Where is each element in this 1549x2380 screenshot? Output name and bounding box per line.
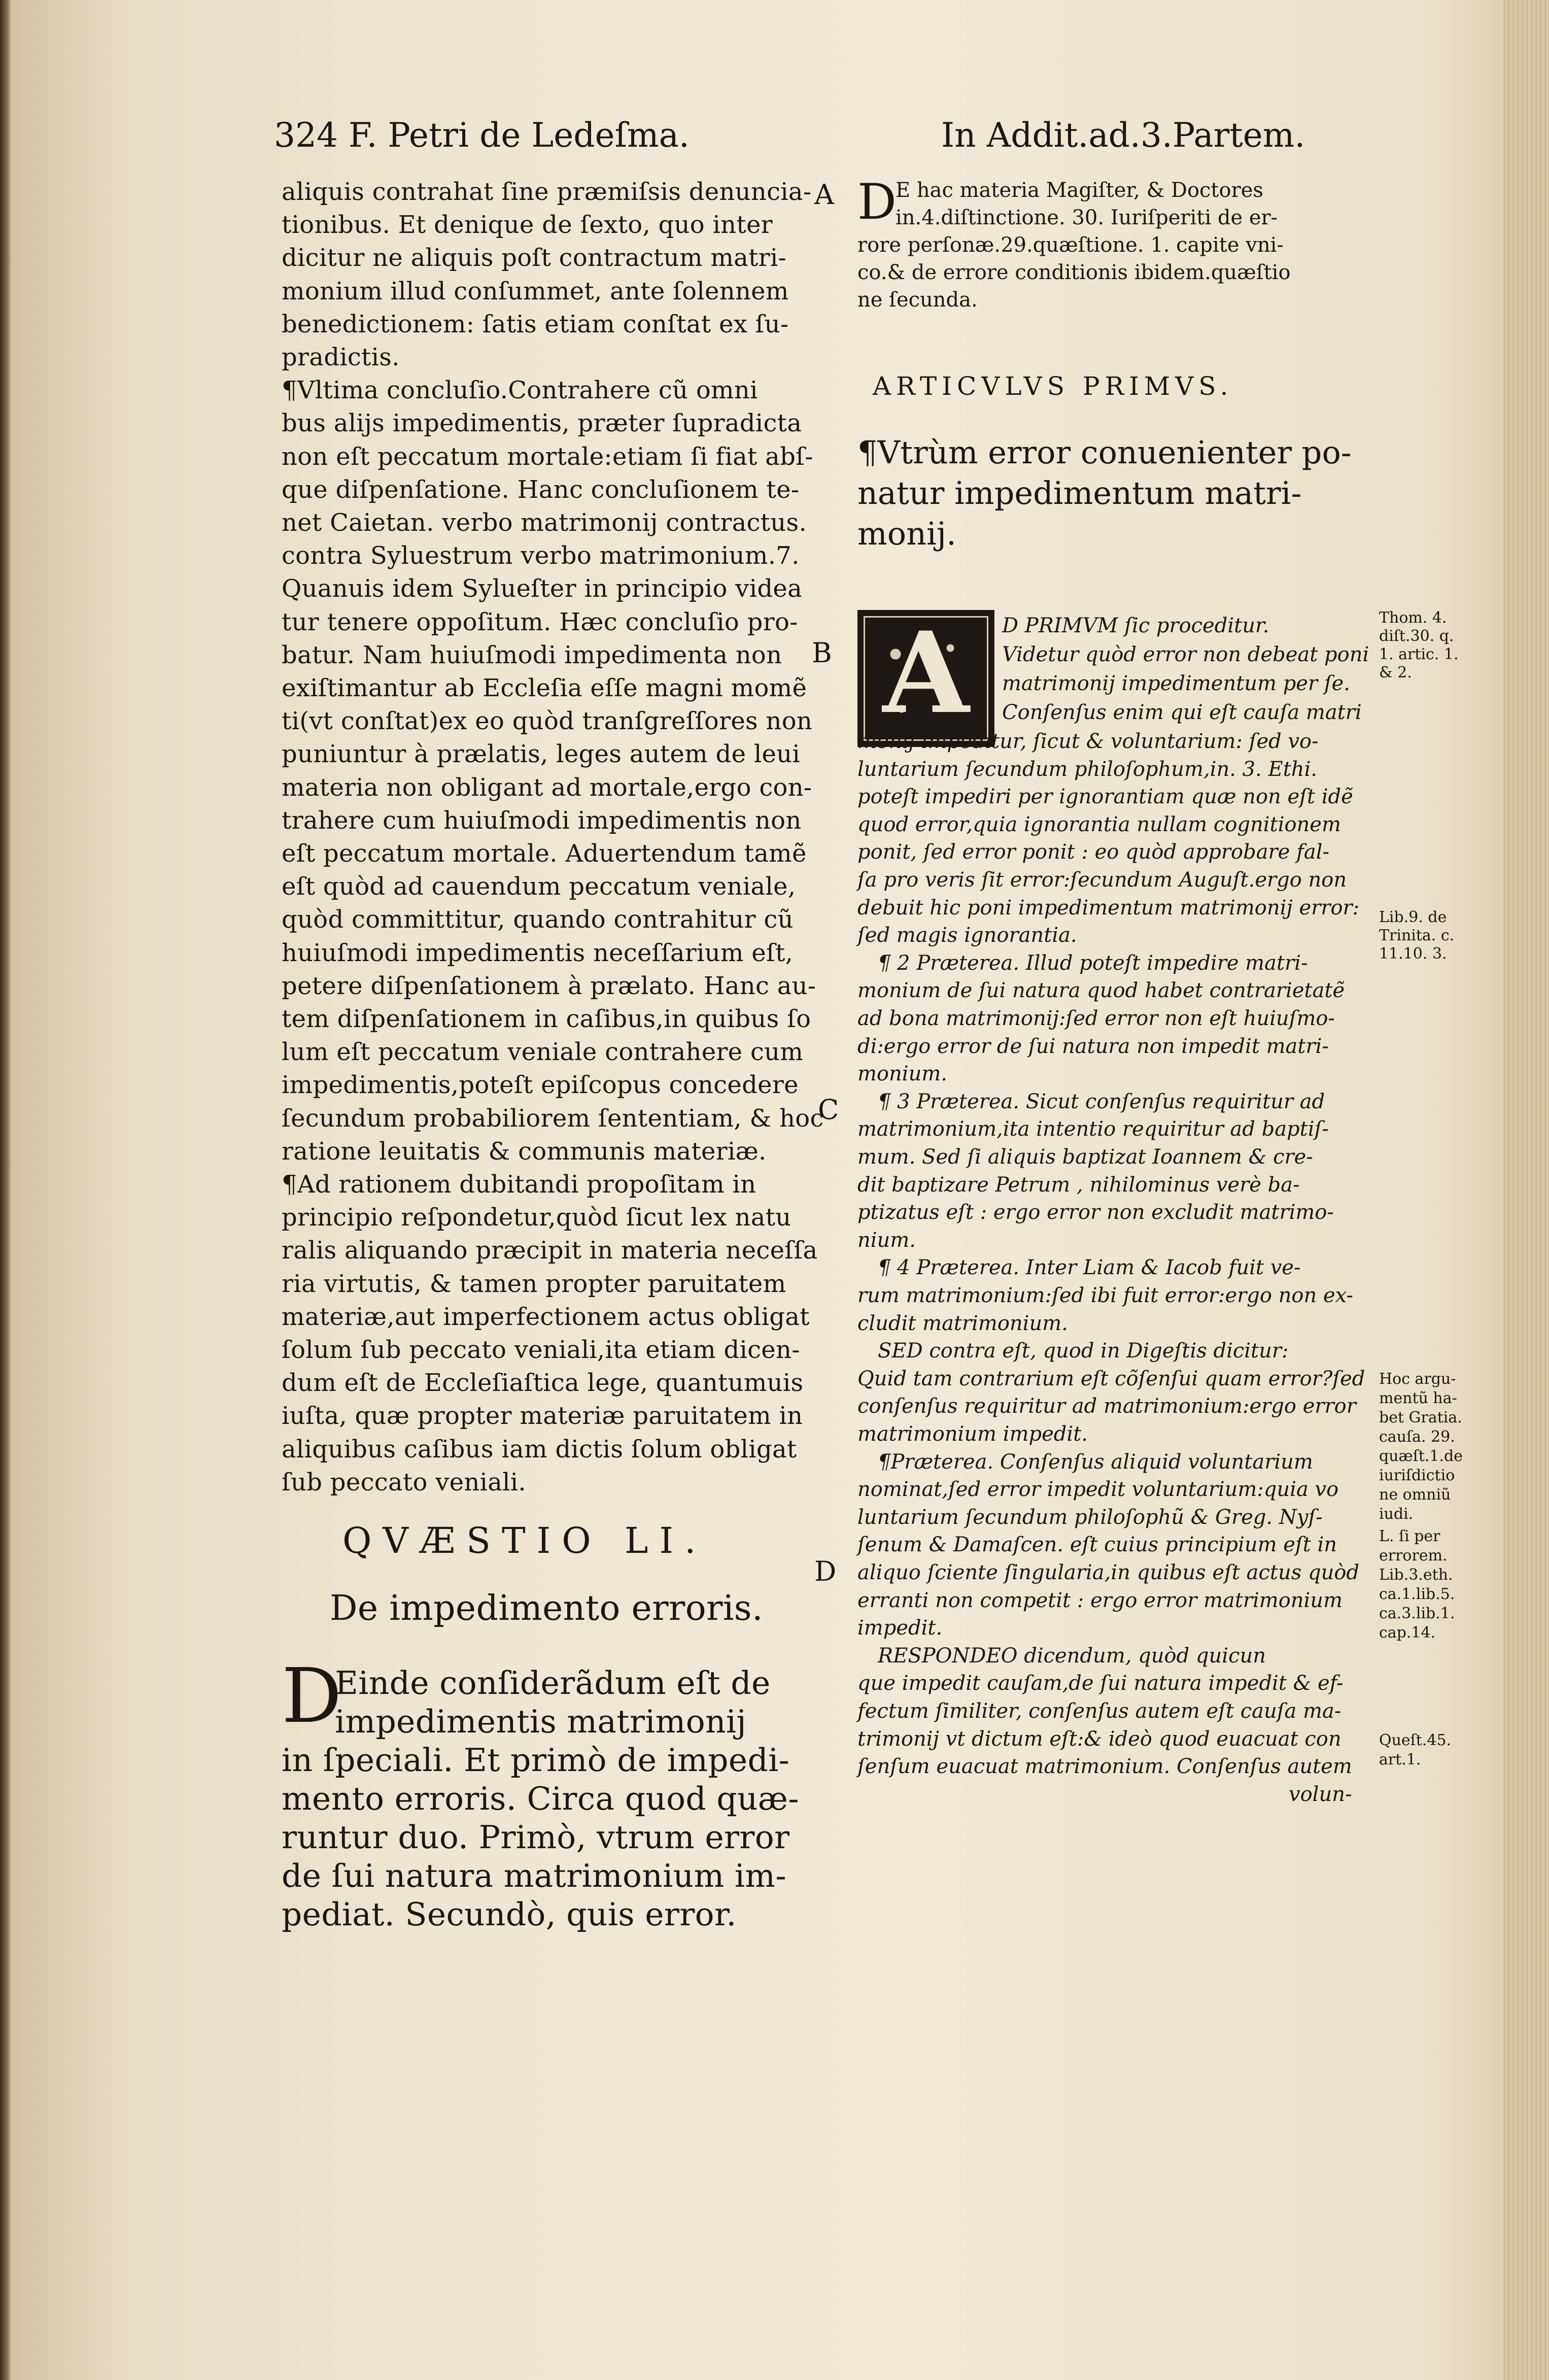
drop-cap: D xyxy=(857,174,897,230)
margin-note: mentũ ha- xyxy=(1379,1389,1457,1407)
margin-note: ca.1.lib.5. xyxy=(1379,1585,1455,1603)
initial-letter: A xyxy=(882,607,970,738)
drop-cap: D xyxy=(282,1652,342,1740)
margin-note: errorem. xyxy=(1379,1547,1448,1565)
body-line: que diſpenſatione. Hanc concluſionem te- xyxy=(282,475,800,504)
intro-line: in.4.diſtinctione. 30. Iuriſperiti de er- xyxy=(896,206,1278,229)
margin-note: art.1. xyxy=(1379,1751,1421,1769)
body-line: que impedit cauſam,de ſui natura impedit & ef- xyxy=(857,1672,1344,1695)
body-line: matrimonium,ita intentio requiritur ad baptiſ- xyxy=(857,1117,1329,1141)
initial-line: matrimonij impedimentum per ſe. xyxy=(1002,672,1350,695)
body-line: ¶ 3 Præterea. Sicut conſenſus requiritur ad xyxy=(878,1090,1325,1113)
body-line: Quid tam contrarium eſt cõſenſui quam error?ſed xyxy=(857,1367,1365,1390)
body-line: quod error,quia ignorantia nullam cognitionem xyxy=(857,813,1341,836)
body-line: ¶Ad rationem dubitandi propoſitam in xyxy=(282,1170,756,1199)
body-line: ptizatus eſt : ergo error non excludit matrimo- xyxy=(857,1201,1334,1224)
body-line: net Caietan. verbo matrimonij contractus. xyxy=(282,508,807,537)
intro-line: runtur duo. Primò, vtrum error xyxy=(282,1819,790,1856)
margin-note: Hoc argu- xyxy=(1379,1370,1456,1388)
body-line: poteſt impediri per ignorantiam quæ non eſt idẽ xyxy=(857,785,1353,808)
section-marker-d: D xyxy=(814,1555,837,1587)
margin-note: & 2. xyxy=(1379,664,1412,682)
running-head-left: 324 F. Petri de Ledeſma. xyxy=(274,116,690,155)
body-line: RESPONDEO dicendum, quòd quicun xyxy=(878,1644,1266,1668)
body-line: dit baptizare Petrum , nihilominus verè ba- xyxy=(857,1173,1300,1197)
body-line: monium illud conſummet, ante ſolennem xyxy=(282,277,789,305)
body-line: aliquo ſciente ſingularia,in quibus eſt actus quòd xyxy=(857,1561,1360,1584)
body-line: quòd committitur, quando contrahitur cũ xyxy=(282,905,794,934)
intro-line: de ſui natura matrimonium im- xyxy=(282,1857,786,1894)
margin-note: ca.3.lib.1. xyxy=(1379,1605,1455,1622)
body-line: debuit hic poni impedimentum matrimonij error: xyxy=(857,896,1360,920)
body-line: ponit, ſed error ponit : eo quòd approbare fal- xyxy=(857,840,1330,864)
body-line: batur. Nam huiuſmodi impedimenta non xyxy=(282,641,782,669)
margin-note: iuriſdictio xyxy=(1379,1467,1455,1484)
body-line: ſenſum euacuat matrimonium. Conſenſus autem xyxy=(857,1755,1352,1778)
margin-note: Queſt.45. xyxy=(1379,1731,1452,1749)
illuminated-initial xyxy=(857,607,994,747)
body-line: fectum ſimiliter, conſenſus autem eſt cauſa ma- xyxy=(857,1699,1341,1723)
body-line: materiæ,aut imperfectionem actus obligat xyxy=(282,1303,810,1331)
body-line: puniuntur à prælatis, leges autem de leui xyxy=(282,740,801,768)
body-line: lum eſt peccatum veniale contrahere cum xyxy=(282,1038,804,1066)
body-line: monium. xyxy=(857,1062,947,1085)
margin-note: Lib.9. de xyxy=(1379,908,1447,926)
body-line: cludit matrimonium. xyxy=(857,1312,1068,1335)
margin-note: Lib.3.eth. xyxy=(1379,1566,1453,1584)
margin-notes xyxy=(1379,609,1465,1979)
section-marker-a: A xyxy=(814,179,834,211)
body-line: dicitur ne aliquis poſt contractum matri- xyxy=(282,244,787,272)
intro-line: co.& de errore conditionis ibidem.quæſtio xyxy=(857,261,1291,284)
body-line: iuſta, quæ propter materiæ paruitatem in xyxy=(282,1402,803,1430)
body-line: eſt quòd ad cauendum peccatum veniale, xyxy=(282,872,796,901)
intro-line: ne ſecunda. xyxy=(857,288,978,312)
body-line: ¶ 4 Præterea. Inter Liam & Iacob fuit ve- xyxy=(878,1256,1301,1279)
body-line: ſed magis ignorantia. xyxy=(857,924,1077,947)
body-line: impedit. xyxy=(857,1616,943,1640)
body-line: benedictionem: ſatis etiam conſtat ex ſu- xyxy=(282,310,789,338)
margin-note: Trinita. c. xyxy=(1379,927,1455,944)
question-subtitle: De impedimento erroris. xyxy=(330,1588,763,1628)
catchword: volun- xyxy=(1289,1783,1352,1806)
right-column xyxy=(857,173,1375,2253)
body-line: ¶ 2 Præterea. Illud poteſt impedire matri- xyxy=(878,951,1308,975)
body-line: ſa pro veris ſit error:ſecundum Auguſt.ergo non xyxy=(857,868,1347,892)
intro-line: Einde conſiderãdum eſt de xyxy=(335,1664,771,1702)
margin-note: cauſa. 29. xyxy=(1379,1428,1455,1446)
body-line: rum matrimonium:ſed ibi fuit error:ergo non ex- xyxy=(857,1284,1354,1307)
body-line: impedimentis,poteſt epiſcopus concedere xyxy=(282,1071,799,1099)
margin-note: quæſt.1.de xyxy=(1379,1447,1463,1465)
body-line: exiſtimantur ab Eccleſia eſſe magni momẽ xyxy=(282,674,807,702)
body-line: nium. xyxy=(857,1229,916,1252)
section-marker-b: B xyxy=(812,637,832,669)
body-line: trahere cum huiuſmodi impedimentis non xyxy=(282,806,802,835)
margin-note: Thom. 4. xyxy=(1379,609,1447,627)
article-title-line: ¶Vtrùm error conuenienter po- xyxy=(857,434,1352,471)
body-line: tem diſpenſationem in caſibus,in quibus ſo xyxy=(282,1005,811,1033)
intro-line: in ſpeciali. Et primò de impedi- xyxy=(282,1742,790,1779)
body-line: monij impeditur, ſicut & voluntarium: ſed vo- xyxy=(857,730,1319,753)
body-line: materia non obligant ad mortale,ergo con- xyxy=(282,773,812,802)
body-line: non eſt peccatum mortale:etiam ſi fiat abſ- xyxy=(282,443,813,471)
body-line: bus alijs impedimentis, præter ſupradicta xyxy=(282,409,802,437)
intro-line: pediat. Secundò, quis error. xyxy=(282,1896,737,1933)
article-heading: ARTICVLVS PRIMVS. xyxy=(873,371,1233,401)
body-line: mum. Sed ſi aliquis baptizat Ioannem & cre- xyxy=(857,1145,1313,1169)
body-line: ſolum ſub peccato veniali,ita etiam dicen- xyxy=(282,1336,800,1364)
initial-line: Videtur quòd error non debeat poni xyxy=(1002,643,1369,666)
body-line: trimonij vt dictum eſt:& ideò quod euacuat con xyxy=(857,1727,1341,1751)
intro-line: E hac materia Magiſter, & Doctores xyxy=(896,179,1263,202)
margin-note: bet Gratia. xyxy=(1379,1409,1462,1426)
body-line: principio reſpondetur,quòd ſicut lex natu xyxy=(282,1203,791,1232)
book-spine xyxy=(0,0,11,2380)
body-line: erranti non competit : ergo error matrimonium xyxy=(857,1589,1343,1612)
body-line: huiuſmodi impedimentis neceſſarium eſt, xyxy=(282,939,794,967)
article-title-line: monij. xyxy=(857,515,956,552)
section-marker-c: C xyxy=(818,1094,839,1126)
page-edges xyxy=(1503,0,1549,2380)
article-title-line: natur impedimentum matri- xyxy=(857,474,1302,512)
body-line: ¶Vltima concluſio.Contrahere cũ omni xyxy=(282,376,758,404)
body-line: luntarium ſecundum philoſophũ & Greg. Nyſ- xyxy=(857,1506,1323,1529)
body-line: aliquibus caſibus iam dictis ſolum obligat xyxy=(282,1435,797,1464)
body-line: ad bona matrimonij:ſed error non eſt huiuſmo- xyxy=(857,1007,1335,1030)
body-line: ſecundum probabiliorem ſententiam, & hoc xyxy=(282,1104,824,1133)
margin-note: ne omniũ xyxy=(1379,1486,1451,1504)
margin-note: 1. artic. 1. xyxy=(1379,645,1459,663)
body-line: tur tenere oppoſitum. Hæc concluſio pro- xyxy=(282,608,798,636)
body-line: SED contra eſt, quod in Digeſtis dicitur: xyxy=(878,1339,1289,1363)
margin-note: cap.14. xyxy=(1379,1624,1436,1642)
body-line: ſenum & Damaſcen. eſt cuius principium eſt in xyxy=(857,1533,1337,1556)
body-line: aliquis contrahat ſine præmiſsis denuncia- xyxy=(282,178,812,206)
body-line: contra Syluestrum verbo matrimonium.7. xyxy=(282,541,800,570)
margin-note: L. ſi per xyxy=(1379,1527,1440,1545)
body-line: ſub peccato veniali. xyxy=(282,1468,526,1497)
body-line: ria virtutis, & tamen propter paruitatem xyxy=(282,1270,786,1298)
margin-note: 11.10. 3. xyxy=(1379,945,1447,963)
body-line: dum eſt de Eccleſiaſtica lege, quantumuis xyxy=(282,1369,804,1397)
body-line: luntarium ſecundum philoſophum,in. 3. Ethi. xyxy=(857,758,1318,781)
intro-line: mento erroris. Circa quod quæ- xyxy=(282,1780,799,1817)
body-line: tionibus. Et denique de ſexto, quo inter xyxy=(282,211,773,239)
body-line: ¶Præterea. Conſenſus aliquid voluntarium xyxy=(878,1450,1313,1474)
initial-line: Conſenſus enim qui eſt cauſa matri xyxy=(1002,701,1362,724)
margin-note: diſt.30. q. xyxy=(1379,627,1454,645)
body-line: ti(vt conſtat)ex eo quòd tranſgreſſores non xyxy=(282,707,813,735)
body-line: eſt peccatum mortale. Aduertendum tamẽ xyxy=(282,839,807,868)
body-line: matrimonium impedit. xyxy=(857,1422,1088,1446)
body-line: ratione leuitatis & communis materiæ. xyxy=(282,1137,767,1166)
body-line: di:ergo error de ſui natura non impedit matri- xyxy=(857,1035,1329,1058)
body-line: Quanuis idem Sylueſter in principio videa xyxy=(282,574,802,603)
body-line: monium de ſui natura quod habet contrarietatẽ xyxy=(857,979,1345,1002)
body-line: petere diſpenſationem à prælato. Hanc au- xyxy=(282,972,816,1000)
left-column xyxy=(282,178,824,1933)
intro-line: rore perſonæ.29.quæſtione. 1. capite vni- xyxy=(857,233,1284,257)
body-line: pradictis. xyxy=(282,343,400,371)
intro-line: impedimentis matrimonij xyxy=(335,1703,747,1740)
body-line: ralis aliquando præcipit in materia neceſſa xyxy=(282,1236,818,1265)
question-heading: QVÆSTIO LI. xyxy=(342,1520,707,1561)
body-line: conſenſus requiritur ad matrimonium:ergo error xyxy=(857,1395,1356,1418)
initial-line: D PRIMVM ſic proceditur. xyxy=(1002,614,1269,637)
body-line: nominat,ſed error impedit voluntarium:quia vo xyxy=(857,1478,1339,1501)
running-head-right: In Addit.ad.3.Partem. xyxy=(941,116,1305,155)
margin-note: iudi. xyxy=(1379,1505,1414,1523)
